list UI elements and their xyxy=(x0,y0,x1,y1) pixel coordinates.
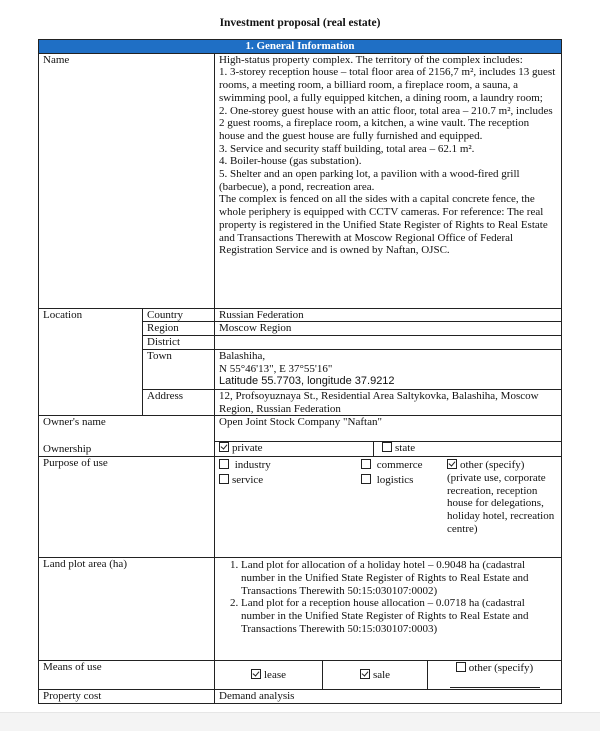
owner-name-label: Owner's name xyxy=(43,416,106,429)
lease-checkbox[interactable] xyxy=(251,669,261,679)
name-line: 2. One-storey guest house with an attic floor, total area – 210.7 m², includes 2 guest rooms, a fireplace room, a kitchen, a wine vault. The reception house and the guest house are fully furnished and equipped. xyxy=(219,104,553,142)
industry-label: industry xyxy=(234,459,271,472)
industry-checkbox[interactable] xyxy=(219,459,229,469)
district-label: District xyxy=(143,336,215,350)
ownership-label: Ownership xyxy=(43,442,92,455)
name-line: 4. Boiler-house (gas substation). xyxy=(219,155,362,168)
address-value: 12, Profsoyuznaya St., Residential Area Saltykovka, Balashiha, Moscow Region, Russian Federation xyxy=(215,389,562,415)
name-line: The complex is fenced on all the sides with a capital concrete fence, the whole periphery is equipped with CCTV cameras. For reference: The real property is registered in the Unified State Register of Rights to Real Estate and Transactions Therewith at Moscow Regional Office of Federal Registration Service and is owned by Naftan, OJSC. xyxy=(219,193,548,257)
means-label: Means of use xyxy=(39,661,215,690)
purpose-industry[interactable] xyxy=(219,459,353,472)
commerce-checkbox[interactable] xyxy=(361,459,371,469)
region-label: Region xyxy=(143,322,215,336)
means-lease[interactable] xyxy=(215,661,323,689)
means-other[interactable] xyxy=(428,661,561,689)
address-label: Address xyxy=(143,389,215,415)
sale-checkbox[interactable] xyxy=(360,669,370,679)
name-line: High-status property complex. The territory of the complex includes: xyxy=(219,53,523,66)
name-line: 1. 3-storey reception house – total floor area of 2156,7 m², includes 13 guest rooms, a meeting room, a billiard room, a fireplace room, a sauna, a swimming pool, a fully equipped kitchen, a dining room, a laundry room; xyxy=(219,66,556,104)
commerce-label: commerce xyxy=(376,459,423,472)
section-header: 1. General Information xyxy=(39,40,562,54)
private-checkbox[interactable] xyxy=(219,442,229,452)
state-checkbox[interactable] xyxy=(382,442,392,452)
district-value xyxy=(215,336,562,350)
location-label: Location xyxy=(39,308,143,416)
land-plot-item: 1. Land plot for allocation of a holiday hotel – 0.9048 ha (cadastral number in the Unified State Register of Rights to Real Estate and Transactions Therewith 50:15:030107:0002) xyxy=(241,559,557,597)
land-plot-item: 2. Land plot for a reception house allocation – 0.0718 ha (cadastral number in the Unified State Register of Rights to Real Estate and Transactions Therewith 50:15:030107:0003) xyxy=(241,597,557,635)
coords-dms: N 55°46'13", E 37°55'16" xyxy=(219,362,333,375)
coords-decimal: Latitude 55.7703, longitude 37.9212 xyxy=(219,375,395,388)
sale-label: sale xyxy=(372,669,391,682)
means-other-label: other (specify) xyxy=(468,662,534,675)
purpose-label: Purpose of use xyxy=(39,457,215,558)
name-line: 3. Service and security staff building, total area – 62.1 m². xyxy=(219,142,475,155)
service-label: service xyxy=(232,473,264,486)
page-footer-strip xyxy=(0,712,600,731)
land-plot-list xyxy=(219,559,557,635)
service-checkbox[interactable] xyxy=(219,474,229,484)
ownership-private[interactable] xyxy=(215,442,374,456)
town-value xyxy=(215,349,562,389)
name-label: Name xyxy=(39,53,215,308)
region-value: Moscow Region xyxy=(215,322,562,336)
purpose-commerce[interactable] xyxy=(361,459,439,472)
purpose-logistics[interactable] xyxy=(361,474,439,487)
town-label: Town xyxy=(143,349,215,389)
country-value: Russian Federation xyxy=(215,308,562,322)
ownership-state[interactable] xyxy=(374,442,415,456)
name-value xyxy=(215,53,562,308)
purpose-other-detail: (private use, corporate recreation, reception house for delegations, holiday hotel, recreation centre) xyxy=(447,471,555,535)
cost-label: Property cost xyxy=(39,690,215,704)
private-label: private xyxy=(232,442,263,455)
owner-name-value: Open Joint Stock Company "Naftan" xyxy=(215,416,562,442)
country-label: Country xyxy=(143,308,215,322)
owner-ownership-label xyxy=(39,416,215,457)
purpose-service[interactable] xyxy=(219,474,353,487)
other-label: other (specify) xyxy=(460,459,525,472)
land-label: Land plot area (ha) xyxy=(39,558,215,661)
means-sale[interactable] xyxy=(323,661,428,689)
document-title: Investment proposal (real estate) xyxy=(219,17,381,29)
purpose-other[interactable] xyxy=(447,459,555,472)
name-line: 5. Shelter and an open parking lot, a pavilion with a wood-fired grill (barbecue), a pond, recreation area. xyxy=(219,168,520,193)
cost-value: Demand analysis xyxy=(215,690,562,704)
general-information-table xyxy=(38,39,562,704)
other-checkbox[interactable] xyxy=(447,459,457,469)
state-label: state xyxy=(395,442,416,455)
means-other-checkbox[interactable] xyxy=(456,662,466,672)
town-name: Balashiha, xyxy=(219,349,266,362)
lease-label: lease xyxy=(264,669,286,682)
logistics-checkbox[interactable] xyxy=(361,474,371,484)
logistics-label: logistics xyxy=(376,473,414,486)
specify-line[interactable] xyxy=(450,687,540,688)
